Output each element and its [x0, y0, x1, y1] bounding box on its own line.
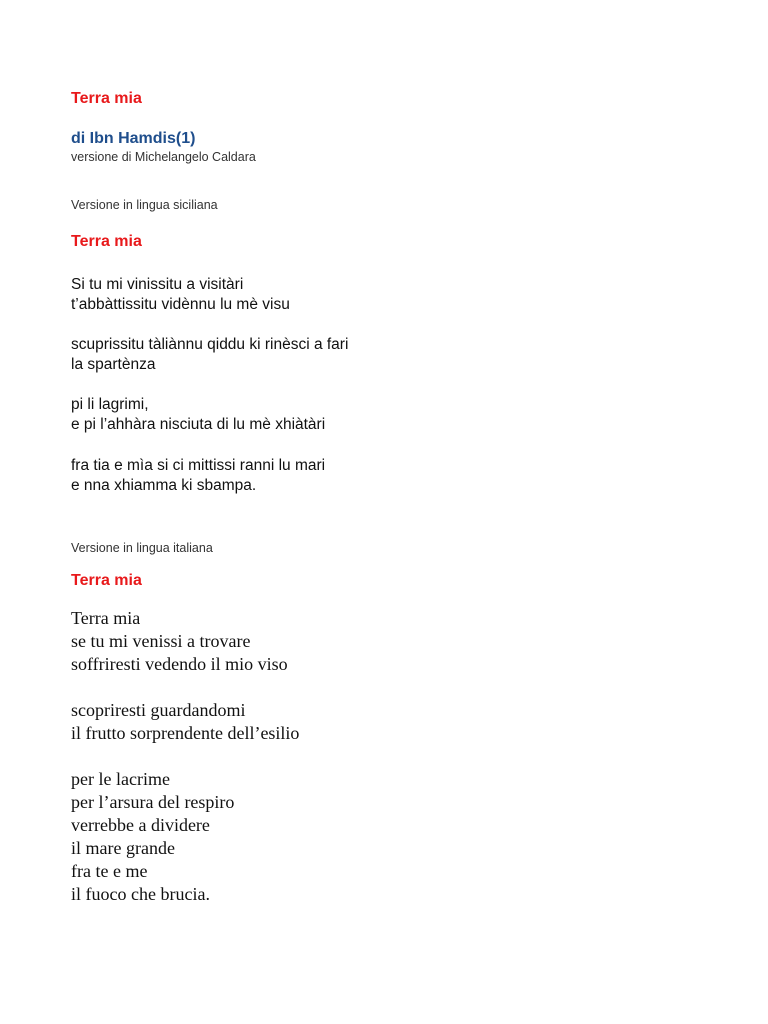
italian-stanza-3: [71, 768, 234, 906]
poem-line: se tu mi venissi a trovare: [71, 631, 251, 651]
poem-line: il frutto sorprendente dell’esilio: [71, 723, 300, 743]
poem-line: scuprissitu tàliànnu qiddu ki rinèsci a fari: [71, 336, 349, 353]
author-line: di Ibn Hamdis(1): [71, 130, 196, 147]
poem-line: Si tu mi vinissitu a visitàri: [71, 276, 244, 293]
sicilian-title: Terra mia: [71, 233, 142, 250]
poem-line: fra te e me: [71, 861, 148, 881]
poem-line: t’abbàttissitu vidènnu lu mè visu: [71, 296, 290, 313]
poem-line: fra tia e mìa si ci mittissi ranni lu mari: [71, 457, 326, 474]
italian-stanza-1: [71, 607, 288, 676]
sicilian-stanza-1: [71, 275, 290, 315]
version-credit: versione di Michelangelo Caldara: [71, 150, 256, 164]
poem-line: per le lacrime: [71, 769, 170, 789]
poem-line: soffriresti vedendo il mio viso: [71, 654, 288, 674]
sicilian-stanza-4: [71, 456, 325, 496]
sicilian-section-label: Versione in lingua siciliana: [71, 198, 218, 212]
poem-line: pi li lagrimi,: [71, 396, 149, 413]
poem-line: e nna xhiamma ki sbampa.: [71, 477, 257, 494]
poem-line: per l’arsura del respiro: [71, 792, 235, 812]
sicilian-stanza-3: [71, 395, 325, 435]
italian-stanza-2: [71, 699, 299, 745]
poem-line: verrebbe a dividere: [71, 815, 210, 835]
poem-line: Terra mia: [71, 608, 141, 628]
italian-section-label: Versione in lingua italiana: [71, 541, 213, 555]
italian-title: Terra mia: [71, 572, 142, 589]
poem-line: il mare grande: [71, 838, 175, 858]
poem-line: scopriresti guardandomi: [71, 700, 246, 720]
poem-line: e pi l’ahhàra nisciuta di lu mè xhiàtàri: [71, 416, 326, 433]
sicilian-stanza-2: [71, 335, 348, 375]
poem-line: la spartènza: [71, 356, 156, 373]
document-title: Terra mia: [71, 90, 142, 107]
poem-line: il fuoco che brucia.: [71, 884, 210, 904]
